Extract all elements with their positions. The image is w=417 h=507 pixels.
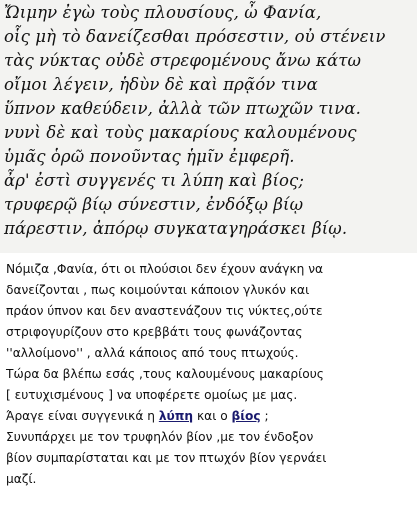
translation-text: και ο (193, 409, 232, 423)
translation-line: [ ευτυχισμένους ] να υποφέρετε ομοίως με μας. (6, 388, 298, 402)
greek-line: οἴμοι λέγειν, ἡδὺν δὲ καὶ πρᾷόν τινα (4, 75, 318, 94)
translation-line: στριφογυρίζουν στο κρεββάτι τους φωνάζοντας (6, 325, 303, 339)
greek-line: ὑμᾶς ὁρῶ πονοῦντας ἡμῖν ἐμφερῆ. (4, 147, 295, 166)
translation-text: ; (260, 409, 269, 423)
translation-line: Νόμιζα ,Φανία, ότι οι πλούσιοι δεν έχουν ανάγκη να (6, 262, 324, 276)
translation-line (6, 409, 269, 423)
translation-text: Άραγε είναι συγγενικά η (6, 409, 159, 423)
greek-line: ἆρ' ἐστὶ συγγενές τι λύπη καὶ βίος; (4, 171, 305, 190)
translation-line: βίον συμπαρίσταται και με τον πτωχόν βίον γερνάει (6, 451, 327, 465)
translation-line: Συνυπάρχει με τον τρυφηλόν βίον ,με τον ένδοξον (6, 430, 314, 444)
greek-line: οἷς μὴ τὸ δανείζεσθαι πρόσεστιν, οὐ στένειν (4, 27, 386, 46)
greek-line: νυνὶ δὲ καὶ τοὺς μακαρίους καλουμένους (4, 123, 357, 142)
greek-text-scan (0, 0, 417, 253)
greek-line: τρυφερῷ βίῳ σύνεστιν, ἐνδόξῳ βίῳ (4, 195, 304, 214)
greek-line: τὰς νύκτας οὐδὲ στρεφομένους ἄνω κάτω (4, 51, 361, 70)
greek-line: Ὤιμην ἐγὼ τοὺς πλουσίους, ὦ Φανία, (4, 3, 322, 22)
keyword-vios: βίος (231, 409, 261, 423)
keyword-lypi: λύπη (158, 409, 194, 423)
greek-line: πάρεστιν, ἀπόρῳ συγκαταγηράσκει βίῳ. (4, 219, 348, 238)
translation-line: πράον ύπνον και δεν αναστενάζουν τις νύκτες,ούτε (6, 304, 323, 318)
translation-line: ''αλλοίμονο'' , αλλά κάποιος από τους πτωχούς. (6, 346, 299, 360)
translation-line: δανείζονται , πως κοιμούνται κάποιον γλυκόν και (6, 283, 310, 297)
modern-greek-translation (0, 256, 417, 507)
translation-line: μαζί. (6, 472, 37, 486)
greek-line: ὕπνον καθεύδειν, ἀλλὰ τῶν πτωχῶν τινα. (4, 99, 361, 118)
translation-line: Τώρα δα βλέπω εσάς ,τους καλουμένους μακαρίους (6, 367, 324, 381)
